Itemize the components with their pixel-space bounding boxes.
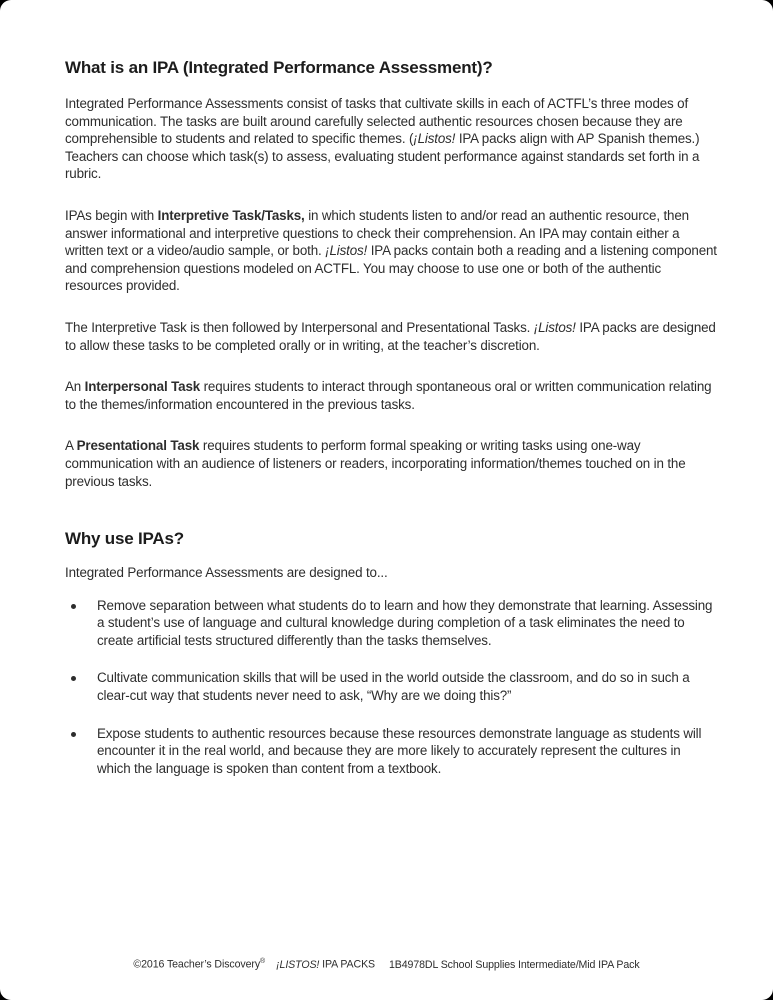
paragraph-4 xyxy=(65,378,717,413)
bullet-dot xyxy=(71,732,76,737)
bullet-text: Expose students to authentic resources because these resources demonstrate language as students will encounter it in the real world, and because they are more likely to accurately represent the cultures in which the language is spoken than content from a textbook. xyxy=(97,725,702,776)
bold-term: Interpretive Task/Tasks, xyxy=(157,207,305,223)
bullet-dot xyxy=(71,604,76,609)
text-run: The Interpretive Task is then followed by Interpersonal and Presentational Tasks. xyxy=(65,319,534,335)
bold-term: Presentational Task xyxy=(76,438,200,454)
bullet-dot xyxy=(71,676,76,681)
section1-heading: What is an IPA (Integrated Performance Assessment)? xyxy=(65,58,493,77)
list-item xyxy=(71,597,717,650)
text-run: in which students listen to and/or read an authentic resource, then answer informational and interpretive questions to check their comprehension. An IPA may contain either a written text or a video/audio sample, or both. xyxy=(65,207,689,259)
bold-term: Interpersonal Task xyxy=(84,379,201,395)
brand-name: ¡LISTOS! xyxy=(276,959,320,971)
page-footer xyxy=(0,958,773,971)
paragraph-5 xyxy=(65,437,717,490)
section2-intro: Integrated Performance Assessments are designed to... xyxy=(65,565,388,581)
text-run: IPA packs contain both a reading and a listening component and comprehension questions modeled on ACTFL. You may choose to use one or both of the authentic resources provided. xyxy=(65,243,717,294)
list-item xyxy=(71,725,717,778)
text-run: IPA packs align with AP Spanish themes.) Teachers can choose which task(s) to assess, evaluating student performance against standards set forth in a rubric. xyxy=(65,131,700,182)
text-run: A xyxy=(65,438,77,454)
paragraph-2 xyxy=(65,207,717,295)
text-run: IPA packs are designed to allow these tasks to be completed orally or in writing, at the teacher’s discretion. xyxy=(65,319,716,353)
list-item xyxy=(71,669,717,704)
benefits-list xyxy=(65,597,717,778)
text-run: requires students to perform formal speaking or writing tasks using one-way communication with an audience of listeners or readers, incorporating information/themes touched on in the previous tasks. xyxy=(65,438,686,489)
product-id-text: 1B4978DL School Supplies Intermediate/Mid IPA Pack xyxy=(389,959,640,971)
paragraph-3 xyxy=(65,319,717,354)
text-run: An xyxy=(65,379,85,395)
registered-mark: ® xyxy=(260,958,266,966)
bullet-text: Remove separation between what students do to learn and how they demonstrate that learning. Assessing a student’s use of language and cultural knowledge during completion of a task eliminates the need to create artificial tests structured differently than the tasks themselves. xyxy=(97,597,713,648)
brand-suffix-text: IPA PACKS xyxy=(319,959,375,971)
brand-name: ¡Listos! xyxy=(325,243,368,259)
section2-heading: Why use IPAs? xyxy=(65,529,184,549)
brand-name: ¡Listos! xyxy=(413,131,456,147)
bullet-text: Cultivate communication skills that will be used in the world outside the classroom, and do so in such a clear-cut way that students never need to ask, “Why are we doing this?” xyxy=(97,670,690,704)
text-run: requires students to interact through spontaneous oral or written communication relating to the themes/information encountered in the previous tasks. xyxy=(65,379,712,412)
brand-name: ¡Listos! xyxy=(533,319,576,335)
copyright-text: ©2016 Teacher’s Discovery xyxy=(133,959,261,971)
text-run: IPAs begin with xyxy=(65,207,158,223)
text-run: Integrated Performance Assessments consist of tasks that cultivate skills in each of ACTFL’s three modes of communication. The tasks are built around carefully selected authentic resources chosen because they are comprehensible to students and related to specific themes. ( xyxy=(65,96,689,147)
paragraph-1 xyxy=(65,95,717,183)
